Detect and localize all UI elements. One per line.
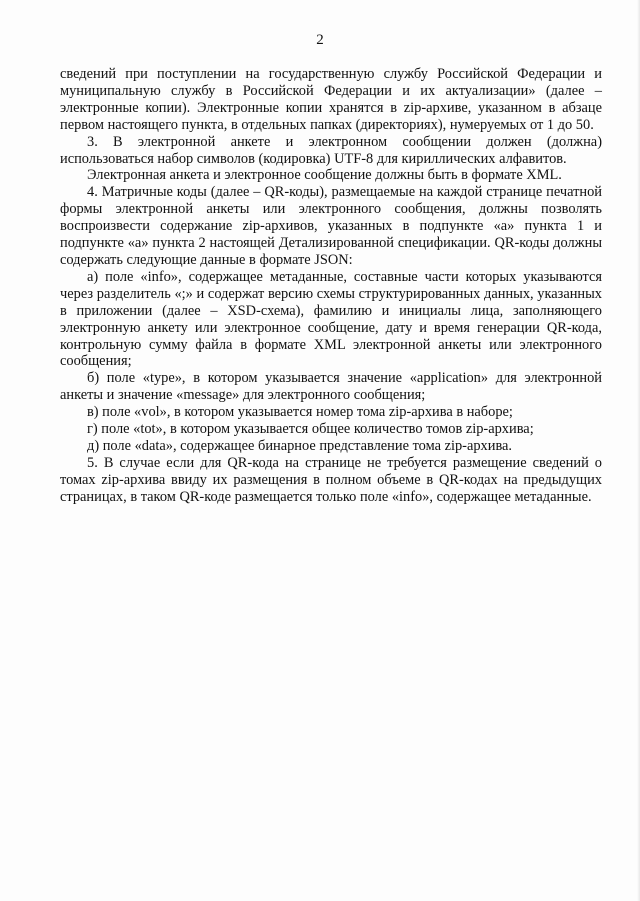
paragraph-item-4: 4. Матричные коды (далее – QR-коды), размещаемые на каждой странице печатной формы электронной анкеты или электронного сообщения, должны позволять воспроизвести содержание zip-архивов, указанных в подпункте «а» пункта 1 и подпункте «а» пункта 2 настоящей Детализированной спецификации. QR-коды должны содержать следующие данные в формате JSON: xyxy=(60,184,602,268)
paragraph-subitem-v: в) поле «vol», в котором указывается номер тома zip-архива в наборе; xyxy=(87,404,513,421)
paragraph-item-3: 3. В электронной анкете и электронном сообщении должен (должна) использоваться набор символов (кодировка) UTF-8 для кириллических алфавитов. xyxy=(60,133,602,167)
paragraph-subitem-d: д) поле «data», содержащее бинарное представление тома zip-архива. xyxy=(87,437,513,454)
paragraph-subitem-g: г) поле «tot», в котором указывается общее количество томов zip-архива; xyxy=(87,421,534,438)
paragraph-subitem-a: а) поле «info», содержащее метаданные, составные части которых указываются через разделитель «;» и содержат версию схемы структурированных данных, указанных в приложении (далее – XSD-схема), фамилию и инициалы лица, заполняющего электронную анкету или электронное сообщение, дату и время генерации QR-кода, контрольную сумму файла в формате XML электронной анкеты или электронного сообщения; xyxy=(60,268,602,370)
paragraph-item-5: 5. В случае если для QR-кода на странице не требуется размещение сведений о томах zip-архива ввиду их размещения в полном объеме в QR-кодах на предыдущих страницах, в таком QR-коде размещается только поле «info», содержащее метаданные. xyxy=(60,454,602,505)
document-body xyxy=(60,66,602,506)
page-number: 2 xyxy=(316,32,324,48)
paragraph-subitem-b: б) поле «type», в котором указывается значение «application» для электронной анкеты и значение «message» для электронного сообщения; xyxy=(60,370,602,404)
paragraph-xml-format: Электронная анкета и электронное сообщение должны быть в формате XML. xyxy=(87,167,562,184)
paragraph-continuation: сведений при поступлении на государственную службу Российской Федерации и муниципальную службу в Российской Федерации и их актуализации» (далее – электронные копии). Электронные копии хранятся в zip-архиве, указанном в абзаце первом настоящего пункта, в отдельных папках (директориях), нумеруемых от 1 до 50. xyxy=(60,66,602,133)
